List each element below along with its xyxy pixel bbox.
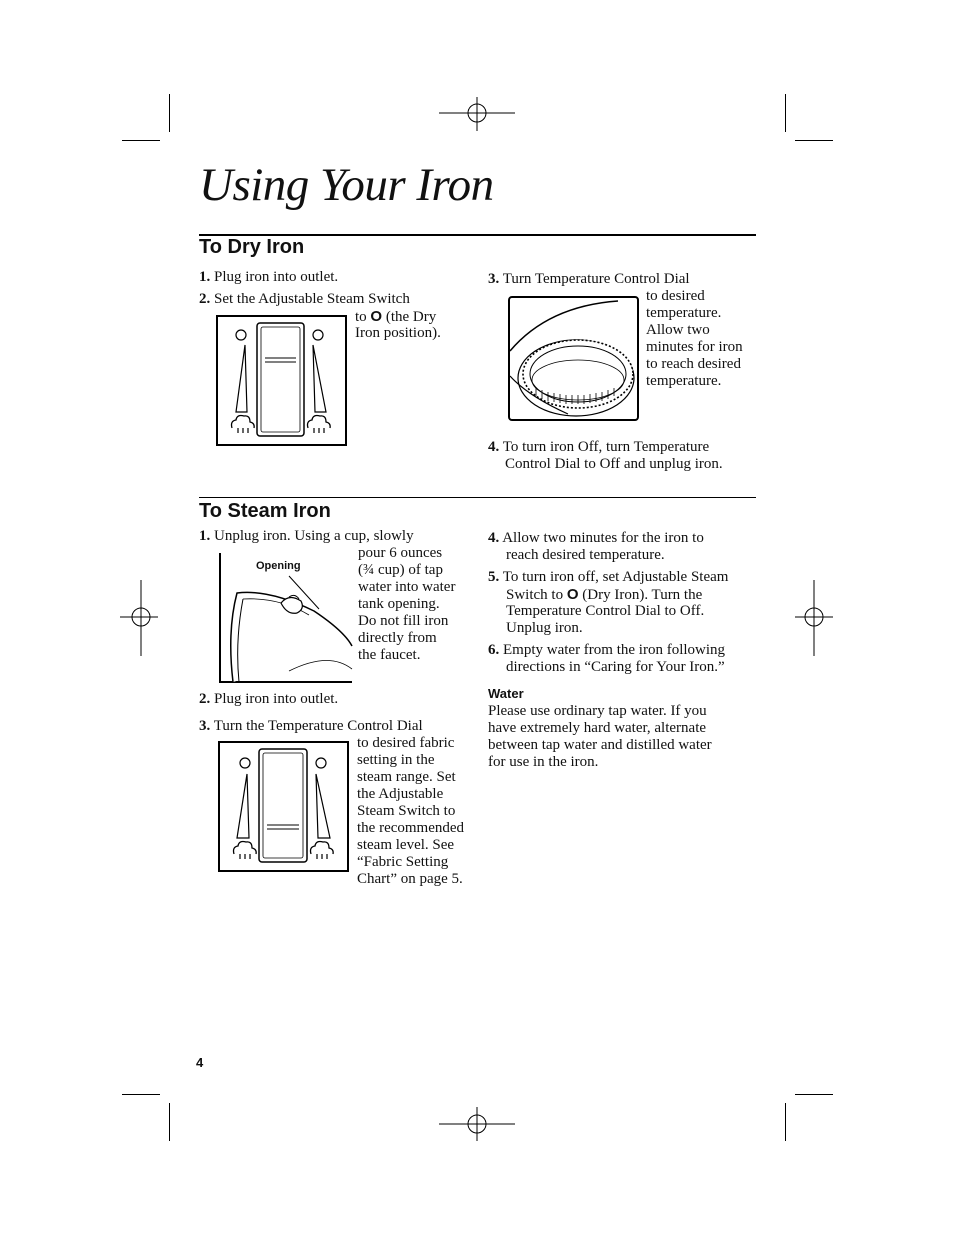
steam-step-4-line2: reach desired temperature. <box>506 547 665 563</box>
dry-step-2-line3: Iron position). <box>355 325 441 341</box>
steam-step-2: 2. Plug iron into outlet. <box>199 691 339 707</box>
steam-iron-heading: To Steam Iron <box>199 500 331 522</box>
dry-step-4-line2: Control Dial to Off and unplug iron. <box>505 456 723 472</box>
page-title: Using Your Iron <box>199 159 494 211</box>
steam-step-4-line1: 4. Allow two minutes for the iron to <box>488 530 704 546</box>
registration-mark-right <box>795 578 835 658</box>
dry-step-2-line2: to O (the Dry <box>355 308 437 325</box>
steam-switch-steam-diagram <box>218 741 350 873</box>
page-number: 4 <box>196 1055 204 1070</box>
dry-step-2-line1: 2. Set the Adjustable Steam Switch <box>199 291 410 307</box>
dry-step-1: 1. Plug iron into outlet. <box>199 269 339 285</box>
steam-step-3-line1: 3. Turn the Temperature Control Dial <box>199 718 423 734</box>
dry-iron-heading: To Dry Iron <box>199 236 305 258</box>
steam-step-5-line4: Unplug iron. <box>506 620 583 636</box>
steam-step-1-continued: pour 6 ounces (¾ cup) of tap water into water tank opening. Do not fill iron directly from the faucet. <box>358 545 456 663</box>
dry-step-4-line1: 4. To turn iron Off, turn Temperature <box>488 439 710 455</box>
registration-mark-left <box>120 578 160 658</box>
steam-step-6-line1: 6. Empty water from the iron following <box>488 642 726 658</box>
registration-mark-top <box>437 97 517 137</box>
steam-switch-dry-diagram <box>216 315 348 447</box>
steam-step-1-line1: 1. Unplug iron. Using a cup, slowly <box>199 528 414 544</box>
steam-step-5-line1: 5. To turn iron off, set Adjustable Steam <box>488 569 729 585</box>
steam-step-5-line3: Temperature Control Dial to Off. <box>506 603 705 619</box>
dry-step-3-line1: 3. Turn Temperature Control Dial <box>488 271 690 287</box>
water-paragraph: Please use ordinary tap water. If you have extremely hard water, alternate between tap water and distilled water for use in the iron. <box>488 703 712 770</box>
water-tank-opening-diagram <box>219 551 353 684</box>
dry-step-3-continued: to desired temperature. Allow two minutes for iron to reach desired temperature. <box>646 288 743 389</box>
opening-label: Opening <box>256 560 301 572</box>
steam-step-5-line2: Switch to O (Dry Iron). Turn the <box>506 586 703 603</box>
temperature-dial-diagram <box>508 296 640 422</box>
steam-step-6-line2: directions in “Caring for Your Iron.” <box>506 659 725 675</box>
water-heading: Water <box>488 686 524 701</box>
registration-mark-bottom <box>437 1107 517 1147</box>
steam-step-3-continued: to desired fabric setting in the steam range. Set the Adjustable Steam Switch to the recommended steam level. See “Fabric Setting Chart” on page 5. <box>357 735 465 887</box>
dry-setting-symbol-2: O <box>566 586 579 603</box>
dry-setting-symbol: O <box>370 308 383 325</box>
steam-section-rule <box>199 497 756 498</box>
